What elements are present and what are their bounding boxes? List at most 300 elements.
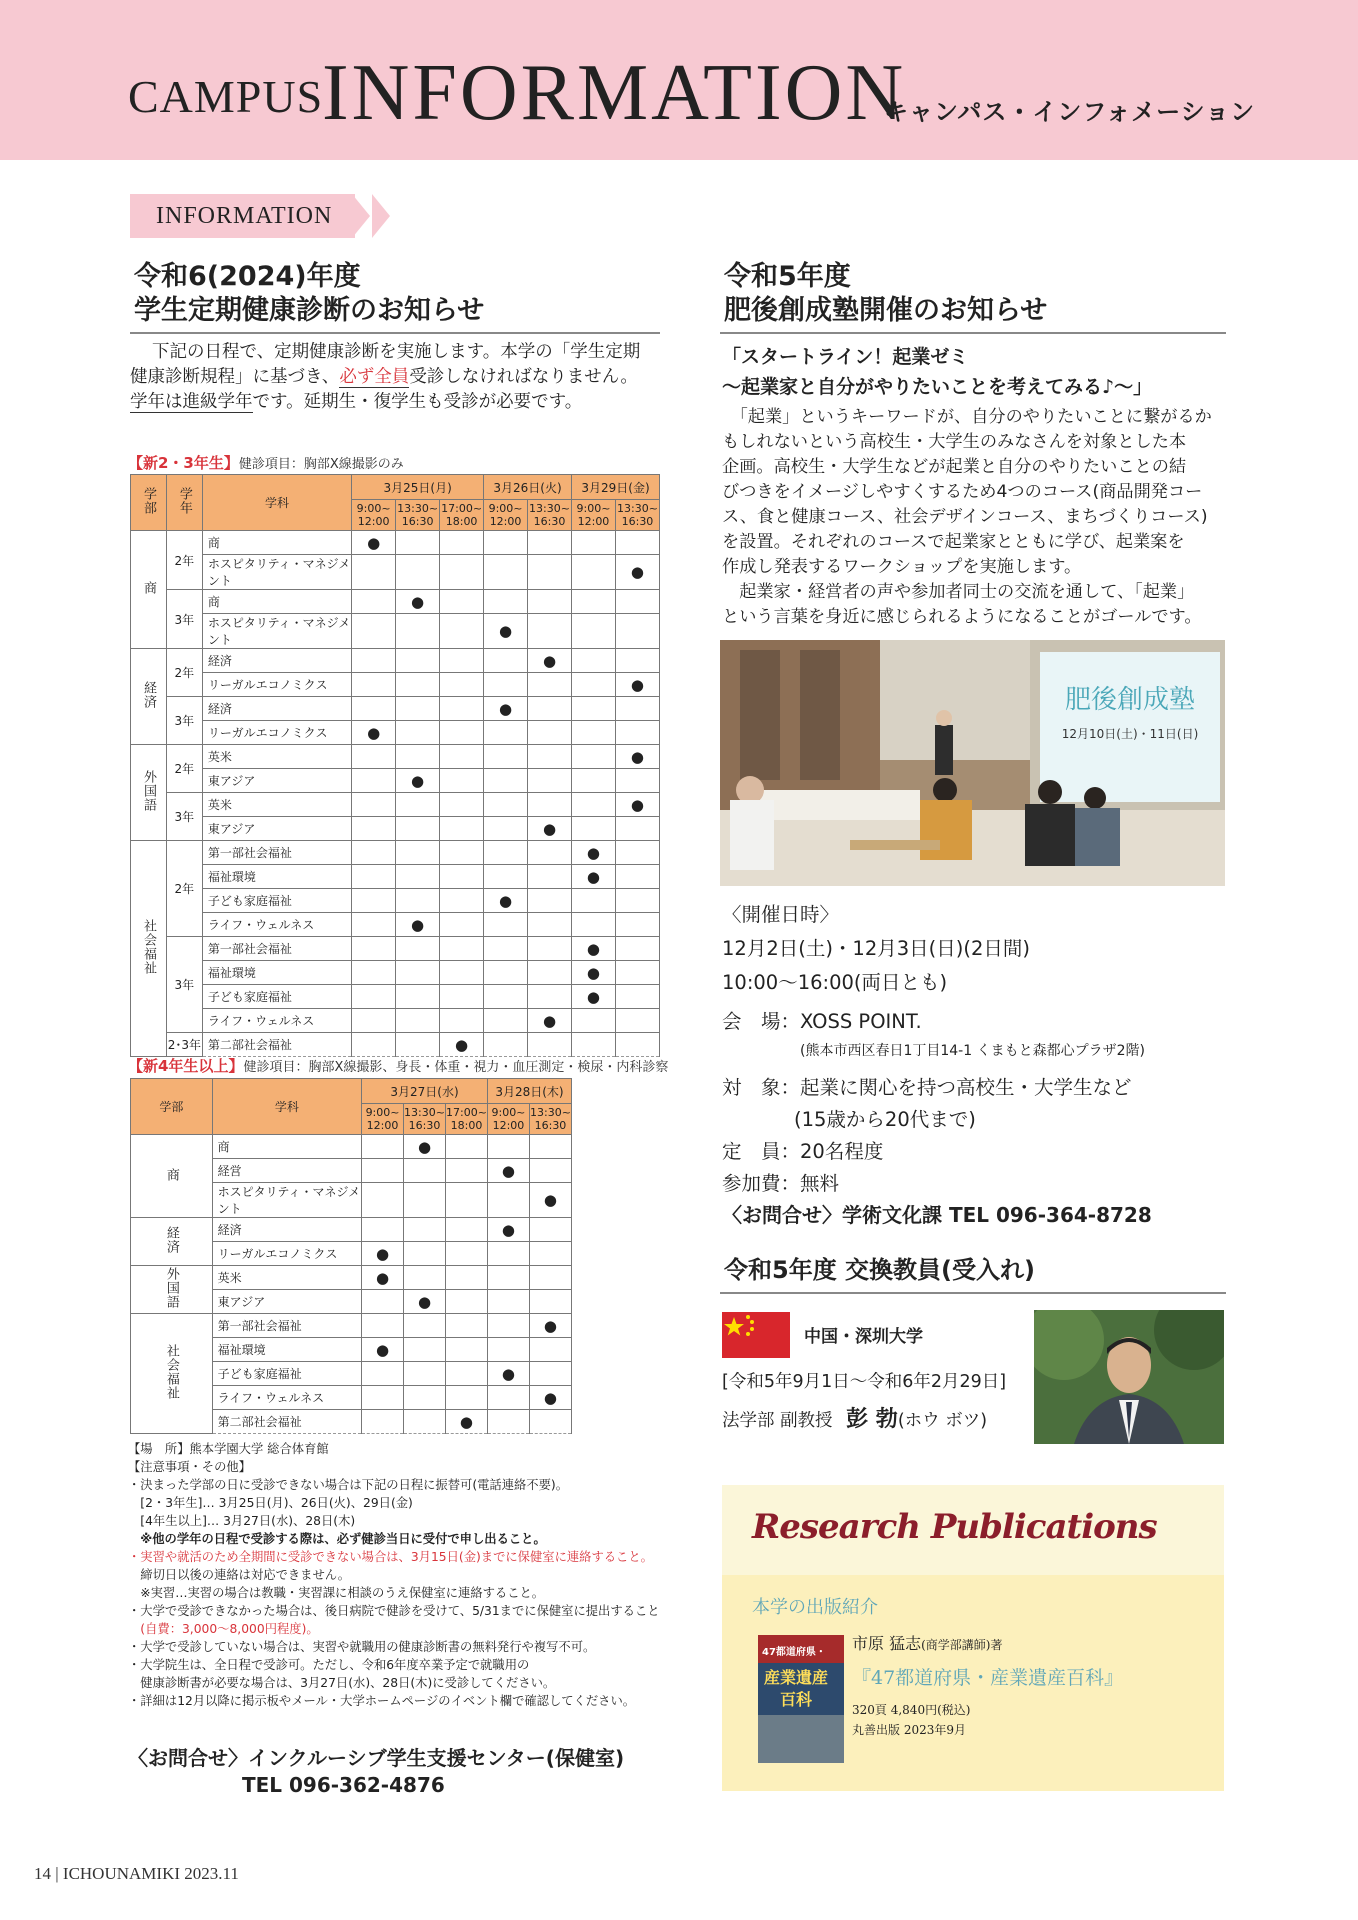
course-cell: 東アジア	[212, 1290, 361, 1314]
slot-mark: ●	[352, 531, 396, 555]
note-line: ・大学院生は、全日程で受診可。ただし、令和6年度卒業予定で就職用の	[128, 1658, 530, 1672]
course-cell: 商	[202, 590, 351, 614]
table-head-date: 3月25日(月)	[352, 475, 484, 500]
time-start: 17:00~	[446, 1106, 487, 1119]
slot-cell	[445, 1159, 487, 1183]
slot-mark: ●	[352, 721, 396, 745]
slot-cell	[440, 913, 484, 937]
slot-cell	[484, 937, 528, 961]
higo-fee	[722, 1168, 839, 1196]
slot-mark: ●	[404, 1135, 446, 1159]
course-cell: 東アジア	[202, 817, 351, 841]
health-title	[134, 260, 484, 328]
table-head-time	[445, 1104, 487, 1135]
slot-mark: ●	[487, 1362, 529, 1386]
slot-cell	[440, 649, 484, 673]
slot-mark: ●	[572, 841, 616, 865]
faculty-name: 社会福祉	[163, 1344, 179, 1400]
note-line: ・実習や就活のため全期間に受診できない場合は、3月15日(金)までに保健室に連絡すること。	[128, 1550, 653, 1564]
slot-cell	[528, 937, 572, 961]
course-cell: 福祉環境	[202, 865, 351, 889]
higo-body	[722, 405, 1232, 630]
slot-cell	[352, 841, 396, 865]
faculty-name: 商	[140, 581, 156, 595]
course-cell: 経済	[212, 1218, 361, 1242]
slot-cell	[352, 913, 396, 937]
higo-title-rule	[720, 332, 1226, 334]
higo-body-line: 起業家・経営者の声や参加者同士の交流を通して、「起業」	[722, 582, 1195, 602]
slot-mark: ●	[529, 1183, 571, 1218]
higo-body-line: を設置。それぞれのコースで起業家とともに学び、起業案を	[722, 532, 1185, 552]
year-cell: 2年	[166, 841, 202, 937]
course-cell: ライフ・ウェルネス	[212, 1386, 361, 1410]
slot-cell	[362, 1362, 404, 1386]
slot-mark: ●	[572, 985, 616, 1009]
table-row	[131, 1314, 572, 1338]
health-intro-line2	[130, 365, 670, 390]
slot-mark: ●	[572, 961, 616, 985]
higo-fee-value: 無料	[800, 1172, 840, 1195]
slot-cell	[445, 1338, 487, 1362]
table-row	[131, 590, 660, 614]
course-cell: ライフ・ウェルネス	[202, 1009, 351, 1033]
slot-cell	[396, 673, 440, 697]
course-cell: 福祉環境	[202, 961, 351, 985]
table1-items: 健診項目：胸部X線撮影のみ	[238, 457, 404, 472]
slot-cell	[352, 1009, 396, 1033]
course-cell: 商	[202, 531, 351, 555]
slot-cell	[572, 769, 616, 793]
time-start: 17:00~	[441, 502, 483, 515]
slot-mark: ●	[572, 937, 616, 961]
slot-cell	[352, 614, 396, 649]
health-contact-line1: 〈お問合せ〉インクルーシブ学生支援センター(保健室)	[128, 1746, 625, 1770]
slot-cell	[440, 937, 484, 961]
slot-cell	[572, 889, 616, 913]
slot-cell	[528, 913, 572, 937]
slot-cell	[440, 961, 484, 985]
higo-date-hours: 10:00～16:00(両日とも)	[722, 971, 948, 994]
slot-mark: ●	[396, 590, 440, 614]
chevron-right-icon	[372, 194, 390, 238]
table1-label-text: 【新2・3年生】	[128, 454, 239, 472]
slot-cell	[528, 531, 572, 555]
slot-cell	[615, 697, 659, 721]
header-campus: CAMPUS	[128, 71, 324, 122]
slot-cell	[396, 614, 440, 649]
higo-target-label: 対 象：	[722, 1076, 801, 1099]
health-contact-tel: TEL 096-362-4876	[242, 1773, 445, 1797]
table-row	[131, 889, 660, 913]
time-end: 16:30	[401, 515, 434, 528]
slot-cell	[615, 913, 659, 937]
slot-cell	[396, 1009, 440, 1033]
table-head-date: 3月26日(火)	[484, 475, 572, 500]
slot-cell	[352, 1033, 396, 1057]
slot-mark: ●	[615, 673, 659, 697]
slot-cell	[445, 1290, 487, 1314]
slot-cell	[529, 1242, 571, 1266]
slot-cell	[487, 1290, 529, 1314]
slot-cell	[484, 913, 528, 937]
slot-mark: ●	[445, 1410, 487, 1434]
slot-cell	[528, 769, 572, 793]
table-row	[131, 697, 660, 721]
higo-body-line: 企画。高校生・大学生などが起業と自分のやりたいことの結	[722, 457, 1187, 477]
slot-mark: ●	[362, 1242, 404, 1266]
slot-cell	[484, 1009, 528, 1033]
slot-cell	[487, 1314, 529, 1338]
note-line: ※他の学年の日程で受診する際は、必ず健診当日に受付で申し出ること。	[128, 1532, 546, 1546]
table-row	[131, 555, 660, 590]
time-end: 16:30	[534, 1119, 567, 1132]
table-row	[131, 531, 660, 555]
slot-cell	[440, 614, 484, 649]
note-line: [4年生以上]… 3月27日(水)、28日(木)	[128, 1514, 356, 1528]
slot-cell	[440, 673, 484, 697]
note-line: ・大学で受診できなかった場合は、後日病院で健診を受けて、5/31までに保健室に提出すること	[128, 1604, 660, 1618]
book-cover	[758, 1635, 844, 1763]
higo-date-label: 〈開催日時〉	[722, 903, 840, 926]
slot-cell	[352, 590, 396, 614]
slot-cell	[484, 985, 528, 1009]
slot-cell	[484, 865, 528, 889]
table-head-time	[404, 1104, 446, 1135]
slot-cell	[445, 1135, 487, 1159]
faculty-cell	[131, 745, 167, 841]
footer-publication: ICHOUNAMIKI 2023.11	[62, 1864, 239, 1883]
slot-cell	[445, 1218, 487, 1242]
slot-cell	[396, 937, 440, 961]
slot-cell	[572, 614, 616, 649]
slot-mark: ●	[484, 697, 528, 721]
slot-cell	[615, 985, 659, 1009]
slot-cell	[396, 841, 440, 865]
course-cell: ホスピタリティ・マネジメント	[202, 614, 351, 649]
health-intro-line1: 下記の日程で、定期健康診断を実施します。本学の「学生定期	[152, 342, 641, 362]
photo-banner-date: 12月10日(土)・11日(日)	[1061, 727, 1199, 741]
slot-cell	[529, 1159, 571, 1183]
time-start: 13:30~	[530, 1106, 571, 1119]
slot-cell	[352, 865, 396, 889]
slot-cell	[352, 673, 396, 697]
table-row	[131, 841, 660, 865]
slot-cell	[572, 913, 616, 937]
slot-cell	[528, 865, 572, 889]
health-title-line1: 令和6(2024)年度	[134, 261, 361, 292]
faculty-name: 社会福祉	[140, 919, 156, 975]
slot-mark: ●	[615, 555, 659, 590]
note-line: ※実習…実習の場合は教職・実習課に相談のうえ保健室に連絡すること。	[128, 1586, 545, 1600]
slot-mark: ●	[362, 1338, 404, 1362]
table-row	[131, 1266, 572, 1290]
table-head-date: 3月29日(金)	[572, 475, 660, 500]
slot-cell	[440, 531, 484, 555]
slot-cell	[362, 1159, 404, 1183]
exchange-name: 彭 勃	[846, 1407, 898, 1432]
slot-cell	[362, 1290, 404, 1314]
slot-cell	[529, 1290, 571, 1314]
slot-cell	[362, 1314, 404, 1338]
course-cell: 第二部社会福祉	[202, 1033, 351, 1057]
slot-cell	[362, 1218, 404, 1242]
faculty-cell	[131, 1266, 213, 1314]
course-cell: リーガルエコノミクス	[212, 1242, 361, 1266]
higo-title-line2: 肥後創成塾開催のお知らせ	[724, 295, 1048, 326]
higo-subtitle	[722, 342, 1152, 402]
time-end: 12:00	[357, 515, 390, 528]
slot-cell	[528, 673, 572, 697]
slot-cell	[484, 769, 528, 793]
slot-cell	[529, 1135, 571, 1159]
table-row	[131, 721, 660, 745]
slot-cell	[396, 865, 440, 889]
higo-body-line: ス、食と健康コース、社会デザインコース、まちづくりコース)	[722, 507, 1208, 527]
slot-cell	[440, 889, 484, 913]
table-head-course-text: 学科	[264, 496, 289, 510]
slot-cell	[484, 721, 528, 745]
time-start: 9:00~	[356, 502, 391, 515]
research-publications-box	[722, 1485, 1224, 1791]
table-head-time	[396, 500, 440, 531]
slot-cell	[484, 531, 528, 555]
faculty-name: 外国語	[140, 770, 156, 812]
slot-cell	[487, 1135, 529, 1159]
year-cell: 2年	[166, 745, 202, 793]
health-notes	[128, 1440, 668, 1710]
slot-cell	[572, 673, 616, 697]
table-row	[131, 1009, 660, 1033]
china-flag-image	[722, 1312, 790, 1358]
course-cell: 経済	[202, 697, 351, 721]
information-tab-label: INFORMATION	[156, 203, 333, 229]
time-end: 16:30	[621, 515, 654, 528]
health-intro-emphasis: 学年は進級学年	[130, 392, 253, 412]
note-line: 健康診断書が必要な場合は、3月27日(水)、28日(木)に受診してください。	[128, 1676, 556, 1690]
slot-mark: ●	[440, 1033, 484, 1057]
course-cell: 経済	[202, 649, 351, 673]
year-cell: 3年	[166, 937, 202, 1033]
higo-date-days: 12月2日(土)・12月3日(日)(2日間)	[722, 937, 1030, 960]
slot-cell	[572, 697, 616, 721]
faculty-cell	[131, 649, 167, 745]
slot-cell	[615, 531, 659, 555]
table-row	[131, 793, 660, 817]
note-line: (自費：3,000～8,000円程度)。	[128, 1622, 319, 1636]
research-logo: Research Publications	[752, 1507, 1157, 1547]
slot-cell	[352, 649, 396, 673]
slot-cell	[484, 841, 528, 865]
professor-photo-image	[1034, 1310, 1224, 1444]
time-start: 13:30~	[397, 502, 439, 515]
slot-cell	[528, 889, 572, 913]
slot-cell	[572, 1033, 616, 1057]
slot-cell	[352, 817, 396, 841]
slot-cell	[352, 985, 396, 1009]
slot-cell	[445, 1183, 487, 1218]
course-cell: リーガルエコノミクス	[202, 721, 351, 745]
course-cell: ホスピタリティ・マネジメント	[202, 555, 351, 590]
year-cell: 2年	[166, 531, 202, 590]
time-start: 13:30~	[529, 502, 570, 515]
slot-cell	[440, 841, 484, 865]
slot-cell	[396, 793, 440, 817]
exchange-role: 法学部 副教授	[722, 1411, 833, 1431]
table-row	[131, 673, 660, 697]
slot-cell	[484, 555, 528, 590]
health-intro	[130, 340, 670, 415]
slot-mark: ●	[484, 614, 528, 649]
slot-cell	[396, 649, 440, 673]
slot-cell	[396, 889, 440, 913]
slot-cell	[615, 817, 659, 841]
table-head-time	[484, 500, 528, 531]
workshop-photo-image	[720, 640, 1225, 886]
slot-cell	[396, 697, 440, 721]
slot-cell	[396, 555, 440, 590]
table-head-faculty-text: 学部	[140, 487, 156, 515]
year-cell: 3年	[166, 697, 202, 745]
higo-body-line: びつきをイメージしやすくするため4つのコース(商品開発コー	[722, 482, 1203, 502]
faculty-cell	[131, 841, 167, 1057]
slot-mark: ●	[528, 817, 572, 841]
higo-body-line: という言葉を身近に感じられるようになることがゴールです。	[722, 607, 1202, 627]
page-header	[0, 0, 1358, 160]
slot-cell	[615, 865, 659, 889]
slot-cell	[528, 590, 572, 614]
exchange-title-rule	[720, 1292, 1226, 1294]
slot-cell	[528, 1033, 572, 1057]
slot-cell	[615, 614, 659, 649]
slot-cell	[484, 745, 528, 769]
faculty-name: 経済	[140, 681, 156, 709]
slot-cell	[615, 721, 659, 745]
health-intro-emphasis: 必ず全員	[339, 367, 410, 387]
slot-cell	[572, 745, 616, 769]
slot-cell	[487, 1386, 529, 1410]
table-header-row	[131, 1079, 572, 1104]
exchange-period: [令和5年9月1日～令和6年2月29日]	[722, 1372, 1007, 1392]
higo-title	[724, 260, 1047, 328]
table2-label-text: 【新4年生以上】	[128, 1057, 244, 1075]
higo-target	[722, 1072, 1132, 1100]
higo-subtitle-line1: 「スタートライン！起業ゼミ	[722, 346, 969, 368]
slot-cell	[440, 793, 484, 817]
slot-cell	[396, 985, 440, 1009]
slot-cell	[362, 1410, 404, 1434]
slot-cell	[484, 590, 528, 614]
slot-cell	[528, 697, 572, 721]
course-cell: 東アジア	[202, 769, 351, 793]
table-head-time	[487, 1104, 529, 1135]
slot-cell	[484, 673, 528, 697]
faculty-cell	[131, 531, 167, 649]
research-book-meta	[852, 1700, 970, 1740]
slot-cell	[615, 961, 659, 985]
slot-mark: ●	[362, 1266, 404, 1290]
slot-cell	[396, 1033, 440, 1057]
slot-cell	[484, 961, 528, 985]
slot-mark: ●	[528, 1009, 572, 1033]
course-cell: 英米	[212, 1266, 361, 1290]
slot-cell	[528, 721, 572, 745]
course-cell: リーガルエコノミクス	[202, 673, 351, 697]
faculty-name: 経済	[163, 1226, 179, 1254]
table-row	[131, 865, 660, 889]
course-cell: 福祉環境	[212, 1338, 361, 1362]
slot-mark: ●	[487, 1159, 529, 1183]
slot-mark: ●	[529, 1386, 571, 1410]
year-cell: 2･3年	[166, 1033, 202, 1057]
slot-cell	[615, 1009, 659, 1033]
slot-cell	[572, 590, 616, 614]
photo-banner-text: 肥後創成塾	[1064, 685, 1196, 715]
slot-cell	[529, 1338, 571, 1362]
slot-cell	[484, 649, 528, 673]
book-cover-title2: 産業遺産	[764, 1668, 829, 1687]
slot-cell	[404, 1410, 446, 1434]
slot-cell	[440, 865, 484, 889]
slot-cell	[440, 721, 484, 745]
slot-mark: ●	[487, 1218, 529, 1242]
course-cell: 第一部社会福祉	[202, 937, 351, 961]
table-head-date: 3月27日(水)	[362, 1079, 488, 1104]
research-book-price: 320頁 4,840円(税込)	[852, 1703, 971, 1717]
slot-cell	[352, 555, 396, 590]
time-start: 13:30~	[617, 502, 658, 515]
higo-target-value: 起業に関心を持つ高校生・大学生など	[800, 1076, 1132, 1099]
table-head-time	[362, 1104, 404, 1135]
chevron-right-icon	[352, 194, 370, 238]
slot-cell	[528, 614, 572, 649]
slot-mark: ●	[396, 769, 440, 793]
time-end: 16:30	[408, 1119, 441, 1132]
slot-mark: ●	[484, 889, 528, 913]
slot-cell	[615, 889, 659, 913]
higo-body-line: 「起業」というキーワードが、自分のやりたいことに繋がるか	[722, 407, 1212, 427]
note-line: ・決まった学部の日に受診できない場合は下記の日程に振替可(電話連絡不要)。	[128, 1478, 568, 1492]
higo-capacity	[722, 1136, 883, 1164]
note-line: [2・3年生]… 3月25日(月)、26日(火)、29日(金)	[128, 1496, 413, 1510]
course-cell: 商	[212, 1135, 361, 1159]
table-row	[131, 745, 660, 769]
higo-venue-value: XOSS POINT.	[800, 1010, 922, 1033]
faculty-cell	[131, 1218, 213, 1266]
table-header-row	[131, 475, 660, 500]
slot-cell	[440, 697, 484, 721]
slot-cell	[528, 985, 572, 1009]
slot-cell	[440, 985, 484, 1009]
health-title-line2: 学生定期健康診断のお知らせ	[134, 295, 485, 326]
faculty-name: 商	[163, 1167, 179, 1182]
slot-cell	[352, 697, 396, 721]
book-cover-title3: 百科	[780, 1690, 813, 1709]
book-cover-photo	[758, 1715, 844, 1763]
slot-cell	[484, 793, 528, 817]
course-cell: 英米	[202, 745, 351, 769]
time-start: 9:00~	[491, 1106, 526, 1119]
slot-cell	[396, 961, 440, 985]
slot-cell	[572, 721, 616, 745]
workshop-photo	[720, 640, 1225, 886]
slot-cell	[396, 817, 440, 841]
slot-cell	[615, 937, 659, 961]
course-cell: 経営	[212, 1159, 361, 1183]
slot-cell	[615, 1033, 659, 1057]
footer-separator: |	[55, 1864, 59, 1883]
slot-cell	[528, 841, 572, 865]
time-end: 12:00	[577, 515, 610, 528]
